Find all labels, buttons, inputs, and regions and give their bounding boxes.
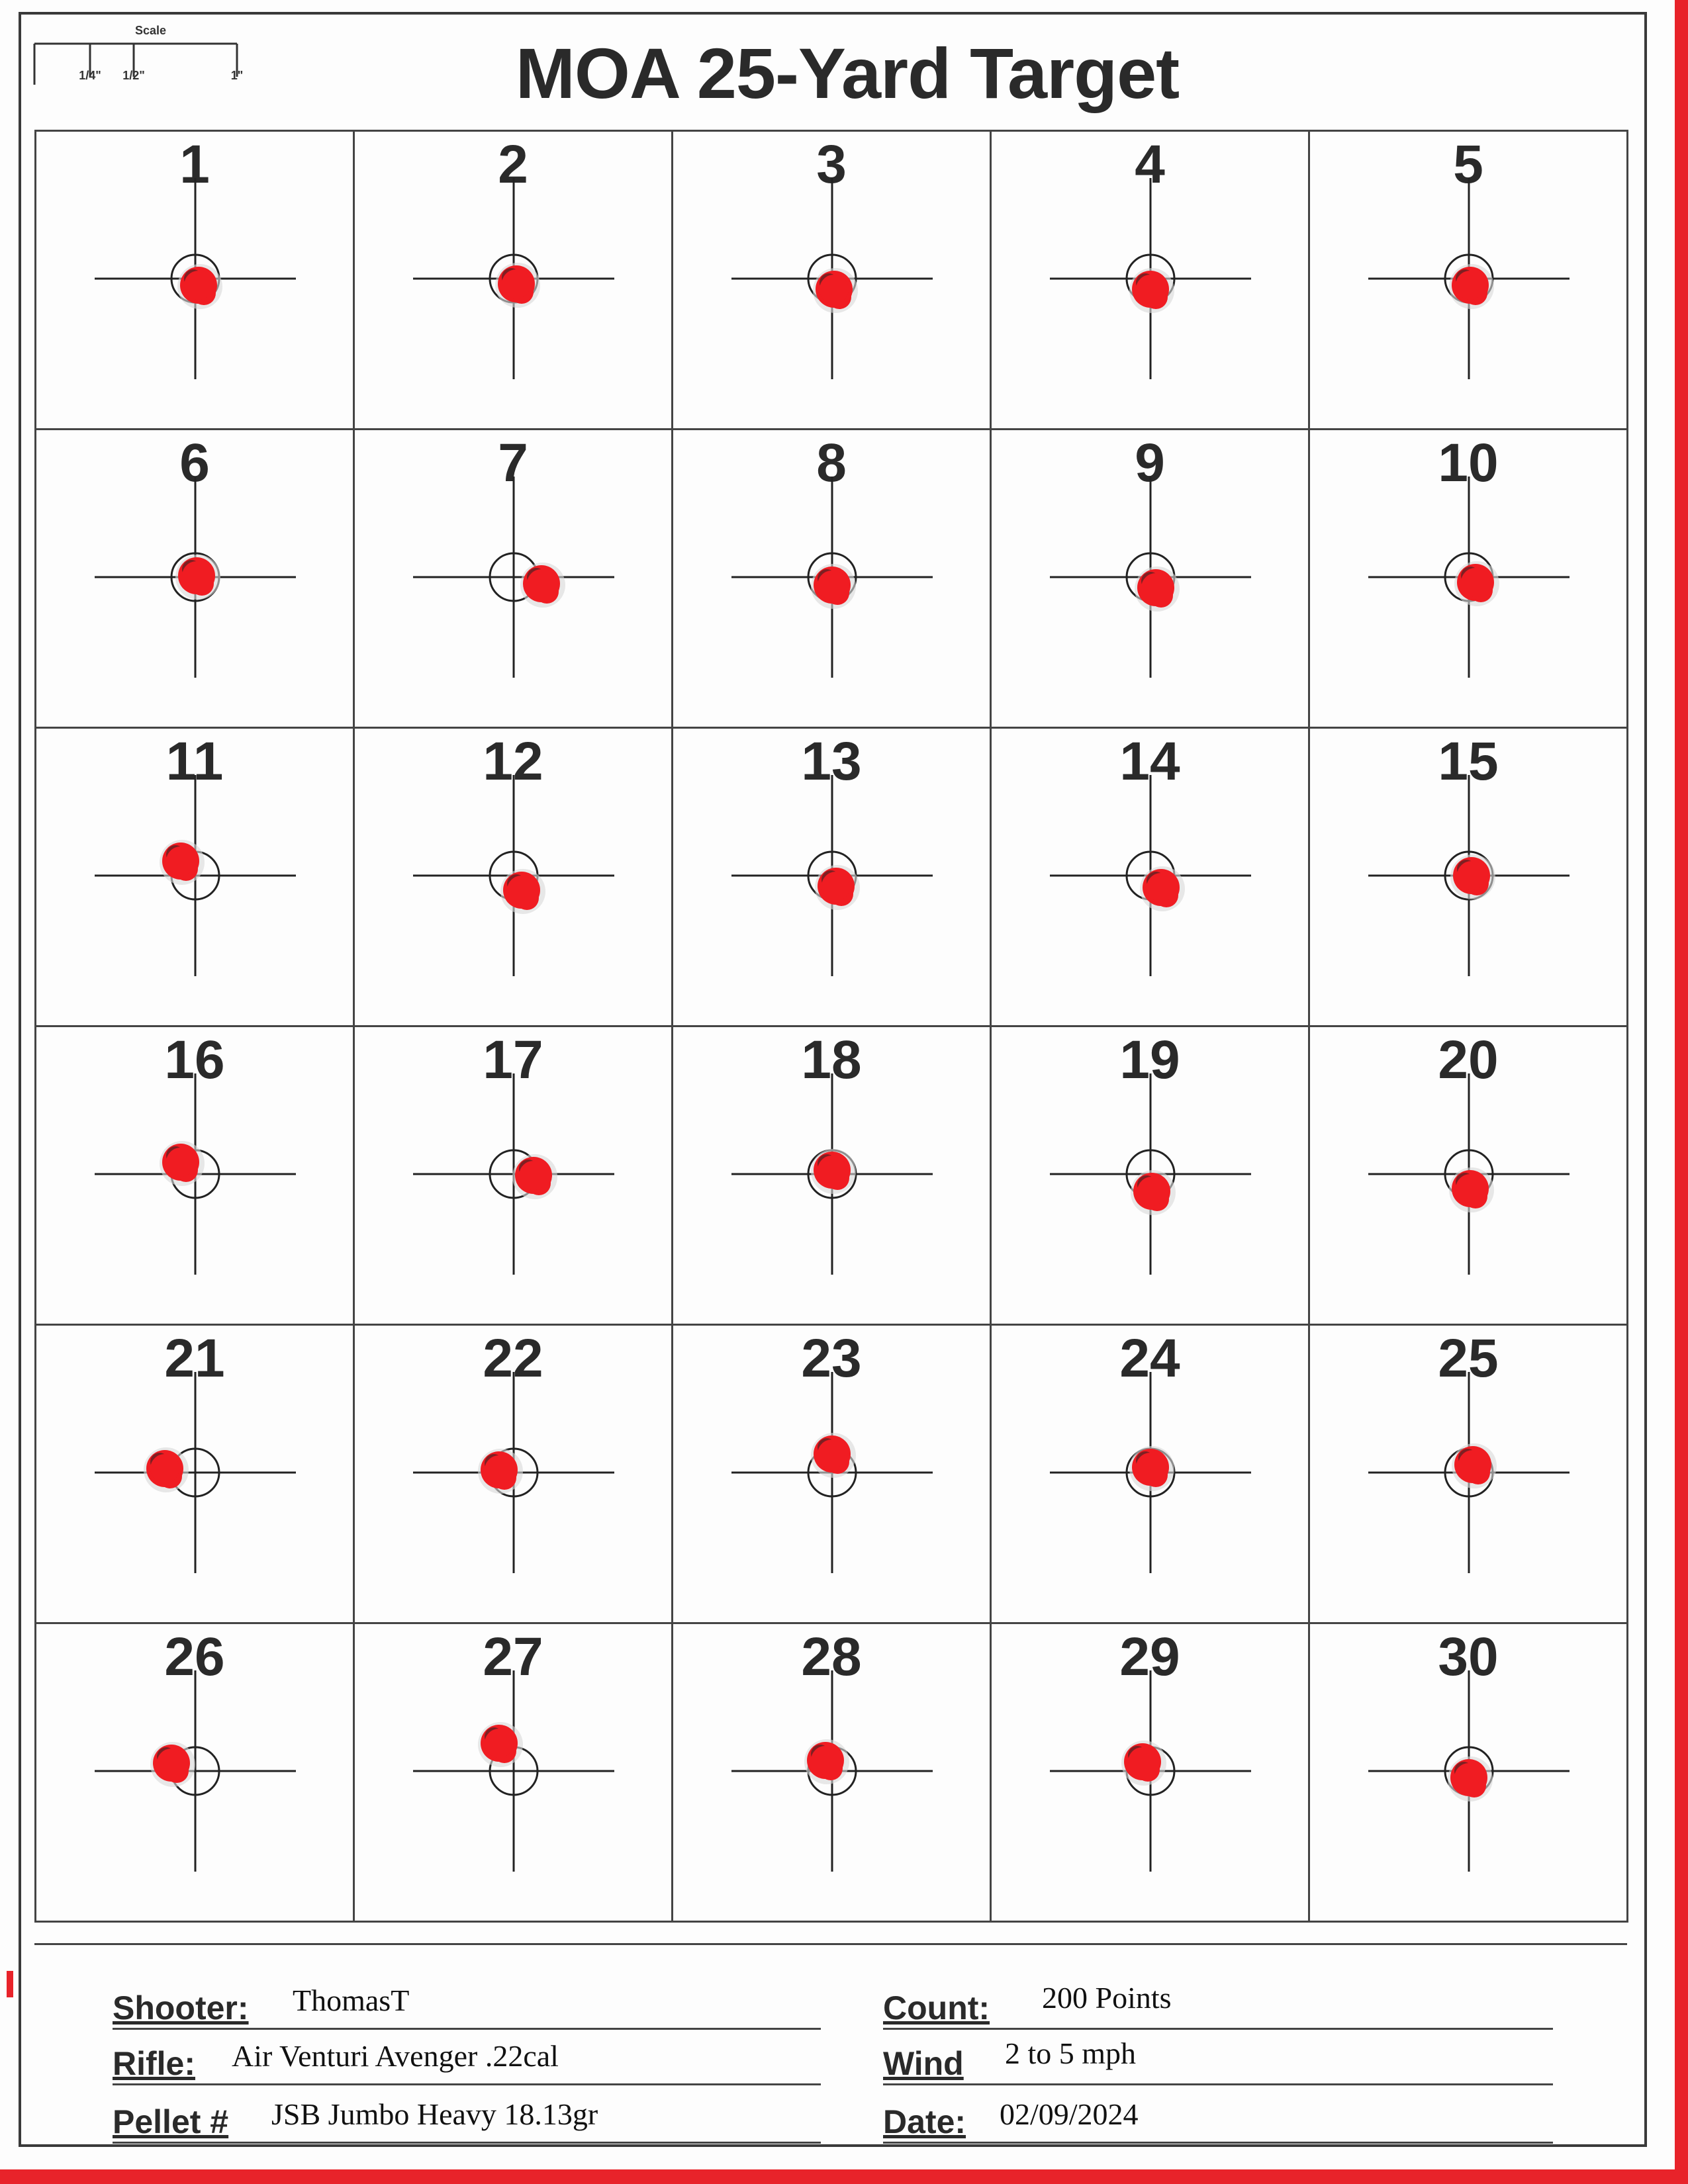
target-cell bbox=[1308, 1324, 1628, 1624]
crosshair-icon bbox=[1310, 1326, 1628, 1624]
target-cell bbox=[1308, 1025, 1628, 1326]
pellet-hit-core bbox=[166, 1148, 195, 1177]
crosshair-icon bbox=[992, 430, 1310, 729]
target-cell bbox=[671, 1622, 992, 1923]
crosshair-icon bbox=[673, 430, 992, 729]
crosshair-icon bbox=[36, 1027, 355, 1326]
count-label: Count: bbox=[883, 1989, 990, 2026]
pellet-hit-core bbox=[157, 1749, 186, 1778]
pellet-hit-core bbox=[507, 876, 536, 905]
pellet-hit-core bbox=[1136, 1453, 1165, 1482]
pellet-hit-core bbox=[184, 271, 213, 300]
pellet-hit-core bbox=[818, 1439, 847, 1469]
wind-line bbox=[883, 2083, 1553, 2085]
pellet-hit-core bbox=[150, 1454, 179, 1483]
pellet-hit-core bbox=[1456, 1174, 1485, 1203]
target-number: 24 bbox=[1119, 1328, 1180, 1388]
target-number: 9 bbox=[1135, 433, 1165, 493]
target-number: 7 bbox=[498, 433, 528, 493]
target-cell bbox=[990, 1025, 1310, 1326]
pellet-hit-core bbox=[818, 570, 847, 600]
info-footer bbox=[34, 1943, 1627, 2140]
target-number: 26 bbox=[164, 1627, 225, 1687]
target-cell bbox=[353, 130, 673, 430]
page-title: MOA 25-Yard Target bbox=[515, 33, 1180, 113]
crosshair-icon bbox=[36, 1624, 355, 1923]
target-cell bbox=[353, 1025, 673, 1326]
scale-mark-quarter: 1/4" bbox=[79, 69, 101, 82]
target-cell bbox=[353, 1324, 673, 1624]
crosshair-icon bbox=[355, 132, 673, 430]
target-number: 20 bbox=[1438, 1030, 1499, 1090]
shooter-label: Shooter: bbox=[113, 1989, 249, 2026]
target-number: 16 bbox=[164, 1030, 225, 1090]
pellet-hit-core bbox=[811, 1746, 840, 1775]
crosshair-icon bbox=[36, 729, 355, 1027]
target-number: 30 bbox=[1438, 1627, 1499, 1687]
target-cell bbox=[990, 1324, 1310, 1624]
red-paper-edge-bottom bbox=[0, 2169, 1688, 2184]
pellet-hit-core bbox=[485, 1729, 514, 1758]
target-cell bbox=[353, 1622, 673, 1923]
crosshair-icon bbox=[355, 1624, 673, 1923]
shooter-line bbox=[113, 2028, 821, 2030]
wind-label: Wind bbox=[883, 2045, 964, 2082]
crosshair-icon bbox=[992, 1326, 1310, 1624]
pellet-hit-core bbox=[1458, 1450, 1487, 1479]
crosshair-icon bbox=[992, 729, 1310, 1027]
target-number: 14 bbox=[1119, 731, 1180, 792]
crosshair-icon bbox=[1310, 1624, 1628, 1923]
target-number: 19 bbox=[1119, 1030, 1180, 1090]
red-paper-edge-right bbox=[1675, 0, 1688, 2184]
target-cell bbox=[671, 130, 992, 430]
target-cell bbox=[1308, 428, 1628, 729]
count-value: 200 Points bbox=[1042, 1981, 1172, 2015]
target-cell bbox=[671, 727, 992, 1027]
pellet-hit-core bbox=[182, 561, 211, 590]
target-number: 28 bbox=[801, 1627, 862, 1687]
crosshair-icon bbox=[673, 1624, 992, 1923]
target-number: 3 bbox=[816, 134, 847, 195]
date-field[interactable] bbox=[883, 2097, 1553, 2144]
target-number: 5 bbox=[1453, 134, 1483, 195]
shooter-value: ThomasT bbox=[293, 1983, 410, 2017]
target-number: 25 bbox=[1438, 1328, 1499, 1388]
crosshair-icon bbox=[36, 430, 355, 729]
target-cell bbox=[990, 727, 1310, 1027]
scale-label: Scale bbox=[135, 24, 167, 37]
count-field[interactable] bbox=[883, 1983, 1553, 2030]
crosshair-icon bbox=[673, 1326, 992, 1624]
scale-mark-half: 1/2" bbox=[122, 69, 145, 82]
rifle-label: Rifle: bbox=[113, 2045, 195, 2082]
scale-ruler-icon bbox=[30, 24, 256, 87]
target-number: 21 bbox=[164, 1328, 225, 1388]
date-value: 02/09/2024 bbox=[1000, 2097, 1139, 2131]
target-number: 15 bbox=[1438, 731, 1499, 792]
pellet-hit-core bbox=[527, 569, 556, 598]
pellet-field[interactable] bbox=[113, 2097, 821, 2144]
target-number: 13 bbox=[801, 731, 862, 792]
target-cell bbox=[990, 130, 1310, 430]
target-cell bbox=[990, 1622, 1310, 1923]
target-cell bbox=[34, 1324, 355, 1624]
crosshair-icon bbox=[355, 430, 673, 729]
target-grid bbox=[34, 130, 1627, 1921]
target-cell bbox=[34, 1622, 355, 1923]
pellet-hit-core bbox=[821, 872, 851, 901]
pellet-hit-core bbox=[1147, 873, 1176, 902]
crosshair-icon bbox=[1310, 1027, 1628, 1326]
rifle-line bbox=[113, 2083, 821, 2085]
target-number: 10 bbox=[1438, 433, 1499, 493]
crosshair-icon bbox=[992, 1027, 1310, 1326]
pellet-hit-core bbox=[820, 275, 849, 304]
shooter-field[interactable] bbox=[113, 1983, 821, 2030]
target-number: 4 bbox=[1135, 134, 1165, 195]
crosshair-icon bbox=[992, 132, 1310, 430]
pellet-hit-core bbox=[166, 846, 195, 876]
target-number: 11 bbox=[165, 731, 224, 792]
target-cell bbox=[353, 428, 673, 729]
pellet-value: JSB Jumbo Heavy 18.13gr bbox=[271, 2097, 598, 2131]
crosshair-icon bbox=[673, 729, 992, 1027]
date-line bbox=[883, 2142, 1553, 2144]
target-number: 17 bbox=[483, 1030, 543, 1090]
pellet-hit-core bbox=[1456, 271, 1485, 300]
red-paper-mark bbox=[7, 1971, 13, 1997]
pellet-hit-core bbox=[1137, 1177, 1166, 1206]
crosshair-icon bbox=[673, 1027, 992, 1326]
target-cell bbox=[34, 727, 355, 1027]
target-number: 27 bbox=[483, 1627, 543, 1687]
pellet-hit-core bbox=[1461, 568, 1490, 597]
wind-value: 2 to 5 mph bbox=[1005, 2036, 1137, 2070]
target-number: 23 bbox=[801, 1328, 862, 1388]
count-line bbox=[883, 2028, 1553, 2030]
pellet-hit-core bbox=[502, 269, 531, 298]
crosshair-icon bbox=[36, 1326, 355, 1624]
target-cell bbox=[353, 727, 673, 1027]
rifle-field[interactable] bbox=[113, 2039, 821, 2085]
crosshair-icon bbox=[355, 1326, 673, 1624]
target-cell bbox=[671, 1324, 992, 1624]
pellet-label: Pellet # bbox=[113, 2103, 229, 2140]
pellet-hit-core bbox=[818, 1156, 847, 1185]
target-number: 6 bbox=[179, 433, 210, 493]
crosshair-icon bbox=[673, 132, 992, 430]
crosshair-icon bbox=[1310, 430, 1628, 729]
crosshair-icon bbox=[1310, 132, 1628, 430]
date-label: Date: bbox=[883, 2103, 966, 2140]
pellet-hit-core bbox=[1454, 1763, 1483, 1792]
pellet-hit-core bbox=[485, 1455, 514, 1484]
crosshair-icon bbox=[355, 1027, 673, 1326]
pellet-hit-core bbox=[1136, 275, 1165, 304]
target-number: 22 bbox=[483, 1328, 543, 1388]
target-cell bbox=[1308, 1622, 1628, 1923]
rifle-value: Air Venturi Avenger .22cal bbox=[232, 2039, 559, 2073]
pellet-hit-core bbox=[519, 1161, 548, 1190]
pellet-hit-core bbox=[1141, 573, 1170, 602]
target-cell bbox=[990, 428, 1310, 729]
target-cell bbox=[671, 1025, 992, 1326]
crosshair-icon bbox=[1310, 729, 1628, 1027]
target-number: 18 bbox=[801, 1030, 862, 1090]
target-cell bbox=[1308, 130, 1628, 430]
crosshair-icon bbox=[355, 729, 673, 1027]
target-number: 8 bbox=[816, 433, 847, 493]
target-cell bbox=[671, 428, 992, 729]
target-cell bbox=[34, 1025, 355, 1326]
target-number: 12 bbox=[483, 731, 543, 792]
target-cell bbox=[34, 428, 355, 729]
scale-bar bbox=[30, 24, 256, 87]
pellet-hit-core bbox=[1128, 1747, 1157, 1776]
pellet-hit-core bbox=[1457, 861, 1486, 890]
target-number: 1 bbox=[179, 134, 210, 195]
target-number: 29 bbox=[1119, 1627, 1180, 1687]
pellet-line bbox=[113, 2142, 821, 2144]
crosshair-icon bbox=[36, 132, 355, 430]
target-number: 2 bbox=[498, 134, 528, 195]
target-cell bbox=[34, 130, 355, 430]
scale-mark-one: 1" bbox=[230, 69, 244, 82]
target-cell bbox=[1308, 727, 1628, 1027]
crosshair-icon bbox=[992, 1624, 1310, 1923]
wind-field[interactable] bbox=[883, 2036, 1553, 2085]
